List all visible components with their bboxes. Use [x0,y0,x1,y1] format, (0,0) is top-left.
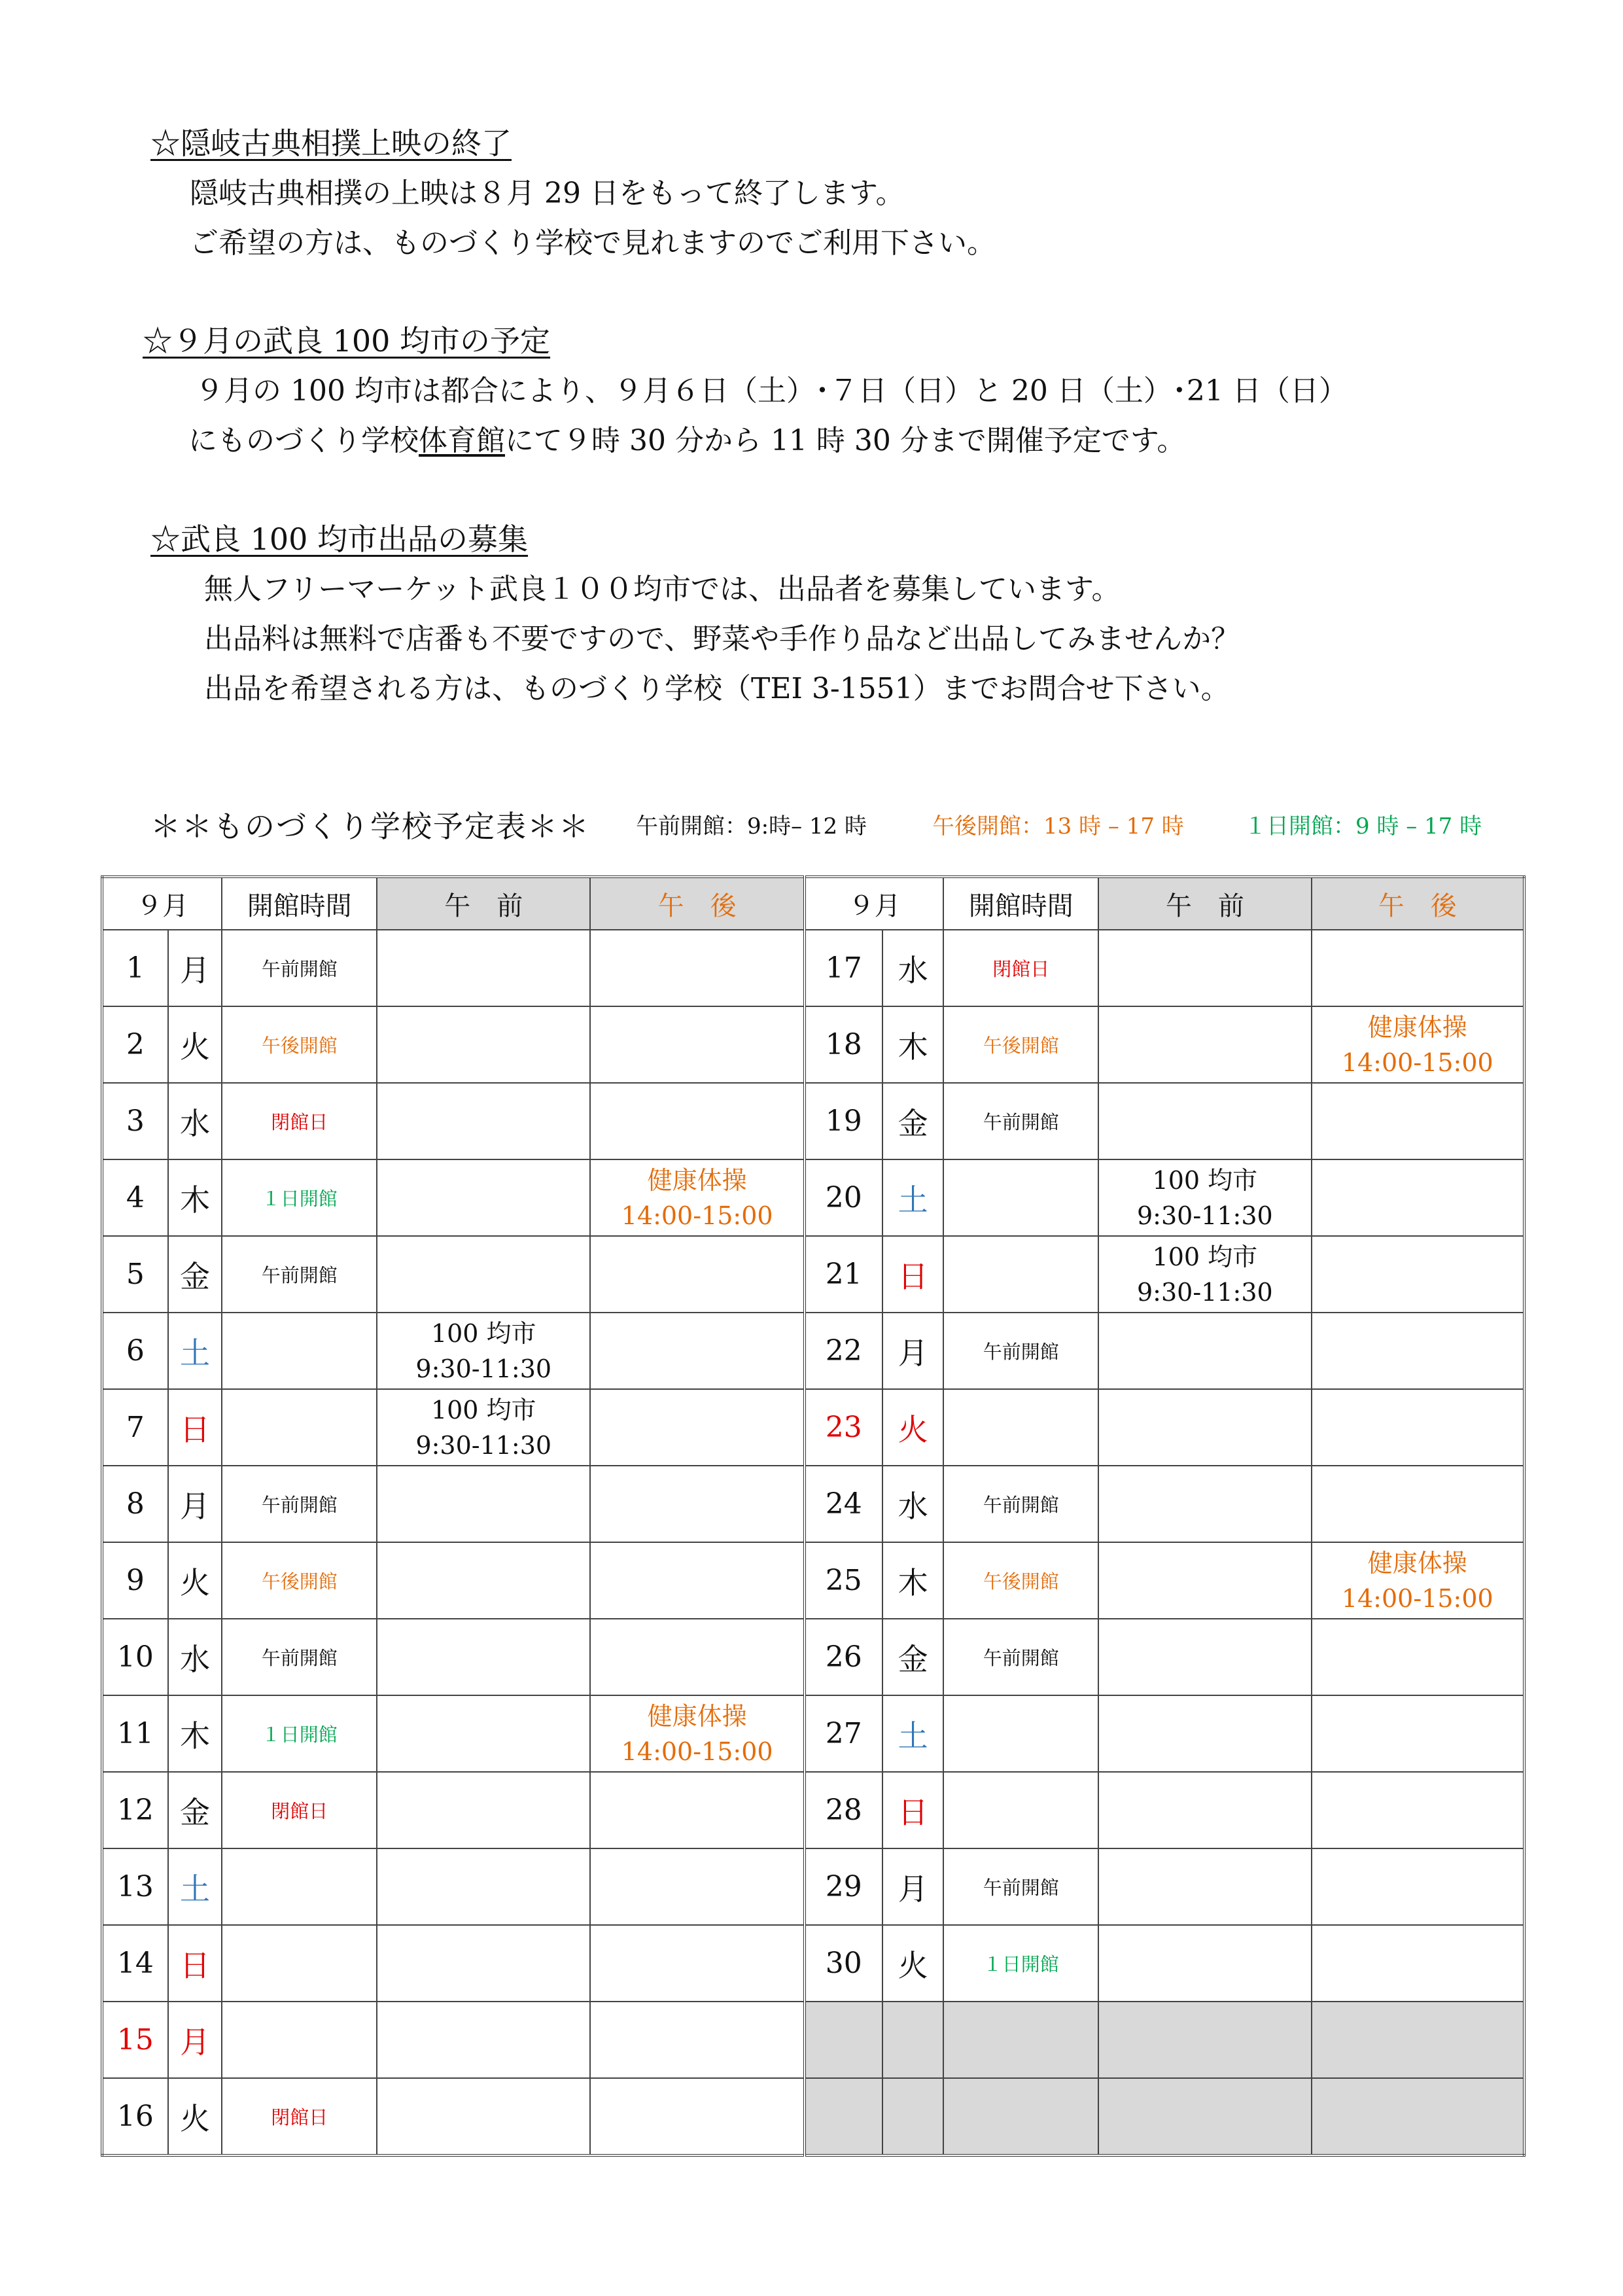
pm-event [1312,1619,1524,1695]
empty-cell [805,2078,882,2155]
opening-status [222,1848,377,1925]
opening-status: １日開館 [222,1695,377,1772]
pm-event [1312,1083,1524,1159]
pm-event [1312,1695,1524,1772]
pm-event: 健康体操 14:00-15:00 [590,1159,804,1236]
table-row [102,1848,1524,1925]
am-event [1098,1848,1311,1925]
header-month: ９月 [102,877,222,930]
am-event [377,1006,590,1083]
opening-status: 午後開館 [943,1542,1098,1619]
legend-pm: 午後開館：13 時 – 17 時 [932,813,1184,839]
pm-event [590,1389,804,1466]
am-event [377,1083,590,1159]
opening-status: 午前開館 [222,1466,377,1542]
pm-event [1312,1236,1524,1313]
pm-event [590,2002,804,2078]
weekday: 金 [168,1236,222,1313]
weekday: 月 [168,1466,222,1542]
empty-cell [1312,2002,1524,2078]
weekday: 金 [168,1772,222,1848]
weekday: 月 [168,930,222,1006]
notice-line: 隠岐古典相撲の上映は８月 29 日をもって終了します。 [190,177,905,210]
notice-title: ☆武良 100 均市出品の募集 [150,521,529,557]
weekday: 土 [168,1313,222,1389]
empty-cell [882,2002,944,2078]
notice-line: 出品料は無料で店番も不要ですので、野菜や手作り品など出品してみませんか？ [204,622,1240,656]
empty-cell [1312,2078,1524,2155]
weekday: 火 [168,2078,222,2155]
opening-status [943,1236,1098,1313]
day-number: 10 [102,1619,168,1695]
opening-status: 午前開館 [943,1083,1098,1159]
table-row [102,1083,1524,1159]
day-number: 16 [102,2078,168,2155]
am-event [1098,930,1311,1006]
opening-status [222,1925,377,2002]
pm-event [590,2078,804,2155]
pm-event [590,1619,804,1695]
notice-seller-recruit [150,514,1524,714]
day-number: 14 [102,1925,168,2002]
day-number: 18 [805,1006,882,1083]
am-event [1098,1466,1311,1542]
weekday: 火 [882,1925,944,2002]
day-number: 23 [805,1389,882,1466]
legend-full: １日開館：9 時 – 17 時 [1244,813,1482,839]
notice-title: ☆隠岐古典相撲上映の終了 [150,126,512,161]
table-row [102,1542,1524,1619]
am-event: 100 均市 9:30-11:30 [377,1389,590,1466]
am-event [377,1466,590,1542]
opening-status: 閉館日 [222,1772,377,1848]
day-number: 26 [805,1619,882,1695]
opening-status: 午後開館 [943,1006,1098,1083]
weekday: 火 [168,1006,222,1083]
weekday: 金 [882,1619,944,1695]
pm-event [590,1083,804,1159]
pm-event [590,1542,804,1619]
table-row [102,2078,1524,2155]
day-number: 3 [102,1083,168,1159]
opening-status: １日開館 [222,1159,377,1236]
opening-status [943,1695,1098,1772]
pm-event [1312,1159,1524,1236]
pm-event [590,1313,804,1389]
header-pm: 午 後 [590,877,804,930]
day-number: 1 [102,930,168,1006]
pm-event: 健康体操 14:00-15:00 [1312,1542,1524,1619]
notice-line: にものづくり学校体育館にて９時 30 分から 11 時 30 分まで開催予定です。 [188,424,1186,457]
weekday: 土 [882,1695,944,1772]
header-am: 午 前 [1098,877,1311,930]
header-hours: 開館時間 [222,877,377,930]
am-event [1098,1313,1311,1389]
table-row [102,2002,1524,2078]
am-event [377,930,590,1006]
table-header-row [102,877,1524,930]
empty-cell [805,2002,882,2078]
table-row [102,1695,1524,1772]
table-row [102,1619,1524,1695]
opening-status: 午前開館 [943,1619,1098,1695]
day-number: 4 [102,1159,168,1236]
header-month: ９月 [805,877,944,930]
day-number: 5 [102,1236,168,1313]
empty-cell [1098,2002,1311,2078]
notice-market-schedule [143,315,1516,466]
day-number: 2 [102,1006,168,1083]
am-event [377,1925,590,2002]
day-number: 19 [805,1083,882,1159]
am-event [377,1848,590,1925]
am-event [377,1772,590,1848]
weekday: 月 [168,2002,222,2078]
weekday: 月 [882,1313,944,1389]
am-event [1098,1389,1311,1466]
day-number: 21 [805,1236,882,1313]
notice-line: 出品を希望される方は、ものづくり学校（TEI 3-1551）までお問合せ下さい。 [204,672,1230,705]
opening-status: 閉館日 [943,930,1098,1006]
pm-event [1312,1925,1524,2002]
table-row [102,1006,1524,1083]
am-event [377,1236,590,1313]
weekday: 土 [882,1159,944,1236]
opening-status: 午前開館 [943,1313,1098,1389]
pm-event [1312,1389,1524,1466]
weekday: 木 [882,1006,944,1083]
table-row [102,1236,1524,1313]
venue-underlined: 体育館 [419,424,505,457]
am-event: 100 均市 9:30-11:30 [377,1313,590,1389]
opening-status: 午前開館 [943,1848,1098,1925]
day-number: 27 [805,1695,882,1772]
am-event [1098,1772,1311,1848]
day-number: 22 [805,1313,882,1389]
weekday: 火 [882,1389,944,1466]
weekday: 火 [168,1542,222,1619]
opening-status: 午前開館 [222,1619,377,1695]
pm-event [590,1772,804,1848]
pm-event [590,1848,804,1925]
table-row [102,1159,1524,1236]
am-event [1098,1083,1311,1159]
legend-am: 午前開館：9:時– 12 時 [636,813,867,839]
am-event [377,1695,590,1772]
header-hours: 開館時間 [943,877,1098,930]
empty-cell [943,2078,1098,2155]
opening-status: 午後開館 [222,1542,377,1619]
weekday: 日 [882,1236,944,1313]
am-event [377,2078,590,2155]
am-event [377,1619,590,1695]
weekday: 土 [168,1848,222,1925]
pm-event [590,1466,804,1542]
day-number: 7 [102,1389,168,1466]
day-number: 17 [805,930,882,1006]
opening-status [943,1389,1098,1466]
notice-line: ９月の 100 均市は都合により、９月６日（土）･７日（日）と 20 日（土）･21 日（日） [195,374,1348,408]
weekday: 日 [882,1772,944,1848]
opening-status: 午前開館 [222,930,377,1006]
opening-status: 閉館日 [222,1083,377,1159]
table-row [102,1313,1524,1389]
am-event [377,2002,590,2078]
weekday: 水 [168,1619,222,1695]
day-number: 8 [102,1466,168,1542]
opening-status: 閉館日 [222,2078,377,2155]
day-number: 11 [102,1695,168,1772]
am-event [1098,1619,1311,1695]
pm-event [1312,930,1524,1006]
notice-line: 無人フリーマーケット武良１００均市では、出品者を募集しています。 [204,573,1121,606]
weekday: 木 [882,1542,944,1619]
opening-status: 午前開館 [222,1236,377,1313]
am-event [1098,1542,1311,1619]
table-row [102,1466,1524,1542]
am-event [377,1159,590,1236]
weekday: 日 [168,1389,222,1466]
pm-event [590,1236,804,1313]
am-event: 100 均市 9:30-11:30 [1098,1236,1311,1313]
schedule-header [150,804,1524,849]
pm-event [590,1925,804,2002]
opening-status [943,1159,1098,1236]
notice-line: ご希望の方は、ものづくり学校で見れますのでご利用下さい。 [190,226,996,260]
weekday: 水 [168,1083,222,1159]
am-event [1098,1925,1311,2002]
day-number: 20 [805,1159,882,1236]
opening-status [943,1772,1098,1848]
am-event: 100 均市 9:30-11:30 [1098,1159,1311,1236]
schedule-title: ＊＊ものづくり学校予定表＊＊ [150,809,590,844]
empty-cell [1098,2078,1311,2155]
opening-status [222,2002,377,2078]
day-number: 15 [102,2002,168,2078]
schedule-table [101,875,1526,2157]
weekday: 木 [168,1159,222,1236]
weekday: 水 [882,1466,944,1542]
pm-event: 健康体操 14:00-15:00 [1312,1006,1524,1083]
weekday: 日 [168,1925,222,2002]
pm-event [590,1006,804,1083]
opening-status [222,1313,377,1389]
day-number: 6 [102,1313,168,1389]
table-row [102,1925,1524,2002]
pm-event [1312,1772,1524,1848]
opening-status: 午前開館 [943,1466,1098,1542]
day-number: 24 [805,1466,882,1542]
day-number: 29 [805,1848,882,1925]
table-row [102,930,1524,1006]
notice-title: ☆９月の武良 100 均市の予定 [143,323,551,359]
opening-status [222,1389,377,1466]
opening-status: 午後開館 [222,1006,377,1083]
day-number: 28 [805,1772,882,1848]
header-pm: 午 後 [1312,877,1524,930]
pm-event [1312,1466,1524,1542]
notice-screening-end [150,118,1524,268]
table-row [102,1772,1524,1848]
am-event [1098,1695,1311,1772]
day-number: 13 [102,1848,168,1925]
weekday: 木 [168,1695,222,1772]
am-event [1098,1006,1311,1083]
weekday: 金 [882,1083,944,1159]
weekday: 月 [882,1848,944,1925]
day-number: 12 [102,1772,168,1848]
day-number: 9 [102,1542,168,1619]
am-event [377,1542,590,1619]
day-number: 30 [805,1925,882,2002]
weekday: 水 [882,930,944,1006]
empty-cell [943,2002,1098,2078]
opening-status: １日開館 [943,1925,1098,2002]
pm-event [1312,1313,1524,1389]
table-row [102,1389,1524,1466]
pm-event [1312,1848,1524,1925]
empty-cell [882,2078,944,2155]
day-number: 25 [805,1542,882,1619]
pm-event: 健康体操 14:00-15:00 [590,1695,804,1772]
header-am: 午 前 [377,877,590,930]
pm-event [590,930,804,1006]
